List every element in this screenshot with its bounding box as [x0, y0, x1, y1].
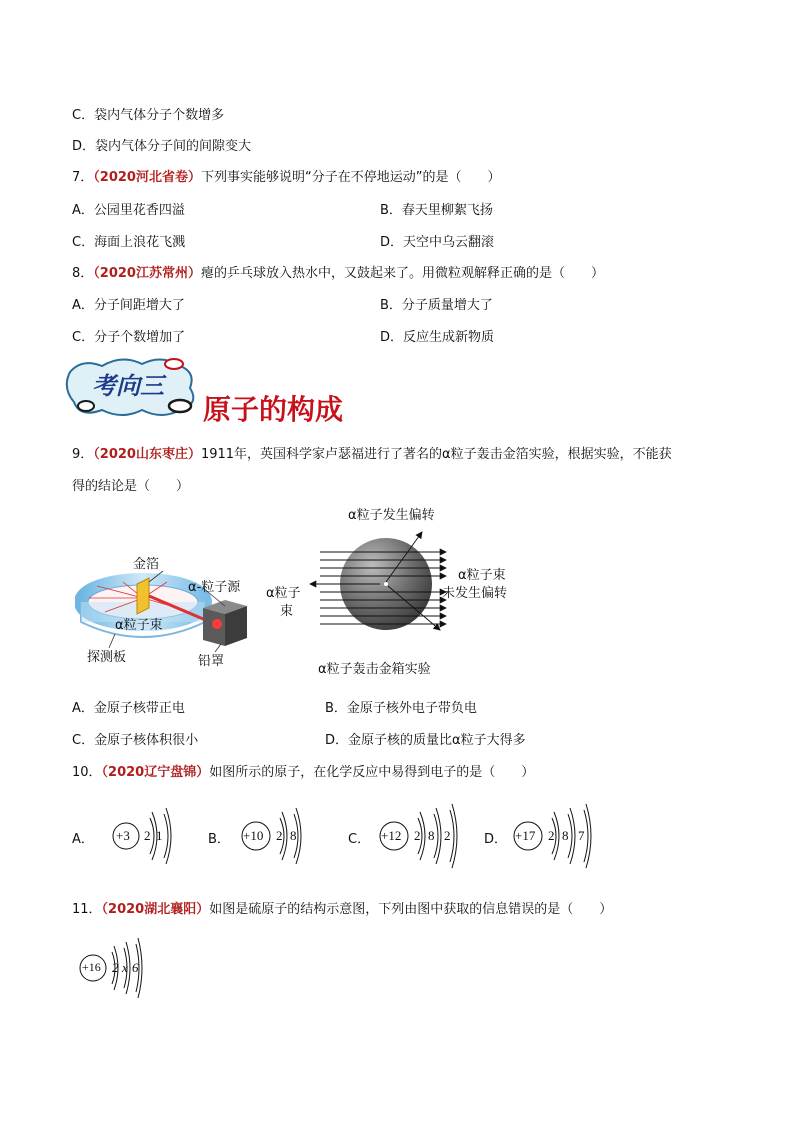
- shell-1: 2: [276, 828, 283, 843]
- shell-2: 1: [156, 828, 163, 843]
- section-title: 原子的构成: [203, 393, 344, 426]
- question-source: （2020湖北襄阳）: [101, 902, 210, 917]
- question-text: 如图是硫原子的结构示意图，下列由图中获取的信息错误的是（ ）: [209, 902, 613, 917]
- q9-option-a: A．金原子核带正电: [72, 701, 185, 716]
- shell-1: 2: [144, 828, 151, 843]
- question-number: 10．: [72, 765, 102, 780]
- shell-3: 6: [132, 960, 139, 975]
- nucleus-charge: +12: [381, 828, 402, 843]
- label-detector: 探测板: [87, 650, 127, 665]
- q8-option-d: D．反应生成新物质: [380, 330, 495, 345]
- q10-option-c: [348, 800, 498, 872]
- question-10-stem: [72, 761, 534, 780]
- question-text: 瘪的乒乓球放入热水中，又鼓起来了。用微粒观解释正确的是（ ）: [200, 266, 604, 281]
- question-source: （2020河北省卷）: [93, 170, 201, 185]
- nucleus-charge: +3: [116, 828, 130, 843]
- q10-option-b: [208, 800, 358, 872]
- option-letter: B．: [208, 832, 230, 847]
- q6-option-d: D．袋内气体分子间的间隙变大: [72, 139, 252, 154]
- label-deflected: α粒子发生偏转: [348, 508, 435, 523]
- q8-option-c: C．分子个数增加了: [72, 330, 186, 345]
- q9-option-b: B．金原子核外电子带负电: [325, 701, 477, 716]
- q6-option-c: C．袋内气体分子个数增多: [72, 108, 225, 123]
- q8-option-a: A．分子间距增大了: [72, 298, 185, 313]
- question-number: 7．: [72, 170, 94, 185]
- q10-option-d: [484, 800, 634, 872]
- label-gold-foil: 金箔: [133, 557, 160, 572]
- option-letter: A．: [72, 832, 94, 847]
- question-text: 如图所示的原子，在化学反应中易得到电子的是（ ）: [209, 765, 535, 780]
- q9-option-c: C．金原子核体积很小: [72, 733, 199, 748]
- shell-2: x: [122, 960, 128, 975]
- option-letter: C．: [348, 832, 371, 847]
- rutherford-apparatus-figure: [75, 548, 275, 674]
- q8-option-b: B．分子质量增大了: [380, 298, 493, 313]
- shell-1: 2: [112, 960, 119, 975]
- q7-option-c: C．海面上浪花飞溅: [72, 235, 186, 250]
- question-9-stem-cont: 得的结论是（ ）: [72, 479, 190, 494]
- nucleus-charge: +10: [243, 828, 264, 843]
- label-incident-beam-2: 束: [280, 604, 294, 619]
- nucleus-charge: +16: [82, 960, 101, 974]
- label-lead-shield: 铅罩: [198, 654, 225, 669]
- question-11-stem: [72, 898, 612, 917]
- question-source: （2020辽宁盘锦）: [101, 765, 210, 780]
- alpha-scattering-figure: [262, 500, 532, 680]
- question-9-stem: [72, 443, 672, 462]
- label-alpha-source: α-粒子源: [188, 580, 241, 595]
- nucleus-charge: +17: [515, 828, 536, 843]
- shell-1: 2: [548, 828, 555, 843]
- q7-option-a: A．公园里花香四溢: [72, 203, 185, 218]
- shell-2: 8: [562, 828, 569, 843]
- shell-3: 2: [444, 828, 451, 843]
- question-number: 9．: [72, 447, 94, 462]
- question-source: （2020江苏常州）: [93, 266, 201, 281]
- question-number: 11．: [72, 902, 102, 917]
- question-number: 8．: [72, 266, 94, 281]
- question-text: 下列事实能够说明“分子在不停地运动”的是（ ）: [200, 170, 501, 185]
- q7-option-b: B．春天里柳絮飞扬: [380, 203, 493, 218]
- option-letter: D．: [484, 832, 508, 847]
- q9-option-d: D．金原子核的质量比α粒子大得多: [325, 733, 526, 748]
- shell-2: 8: [290, 828, 297, 843]
- shell-2: 8: [428, 828, 435, 843]
- question-8-stem: [72, 262, 604, 281]
- label-undeflected-2: 未发生偏转: [442, 586, 508, 601]
- scattering-caption: α粒子轰击金箱实验: [318, 662, 431, 677]
- shell-1: 2: [414, 828, 421, 843]
- q10-options-row: [72, 800, 712, 872]
- section-badge: [62, 352, 204, 422]
- sulfur-atom-diagram: [76, 936, 166, 1000]
- label-incident-beam-1: α粒子: [266, 586, 301, 601]
- q7-option-d: D．天空中乌云翻滚: [380, 235, 495, 250]
- question-7-stem: [72, 166, 500, 185]
- section-badge-label: 考向三: [92, 371, 164, 400]
- label-alpha-beam: α粒子束: [115, 618, 163, 633]
- label-undeflected-1: α粒子束: [458, 568, 506, 583]
- shell-3: 7: [578, 828, 585, 843]
- q10-option-a: [72, 800, 222, 872]
- question-source: （2020山东枣庄）: [93, 447, 201, 462]
- question-text: 1911年，英国科学家卢瑟福进行了著名的α粒子轰击金箔实验，根据实验，不能获: [200, 447, 672, 462]
